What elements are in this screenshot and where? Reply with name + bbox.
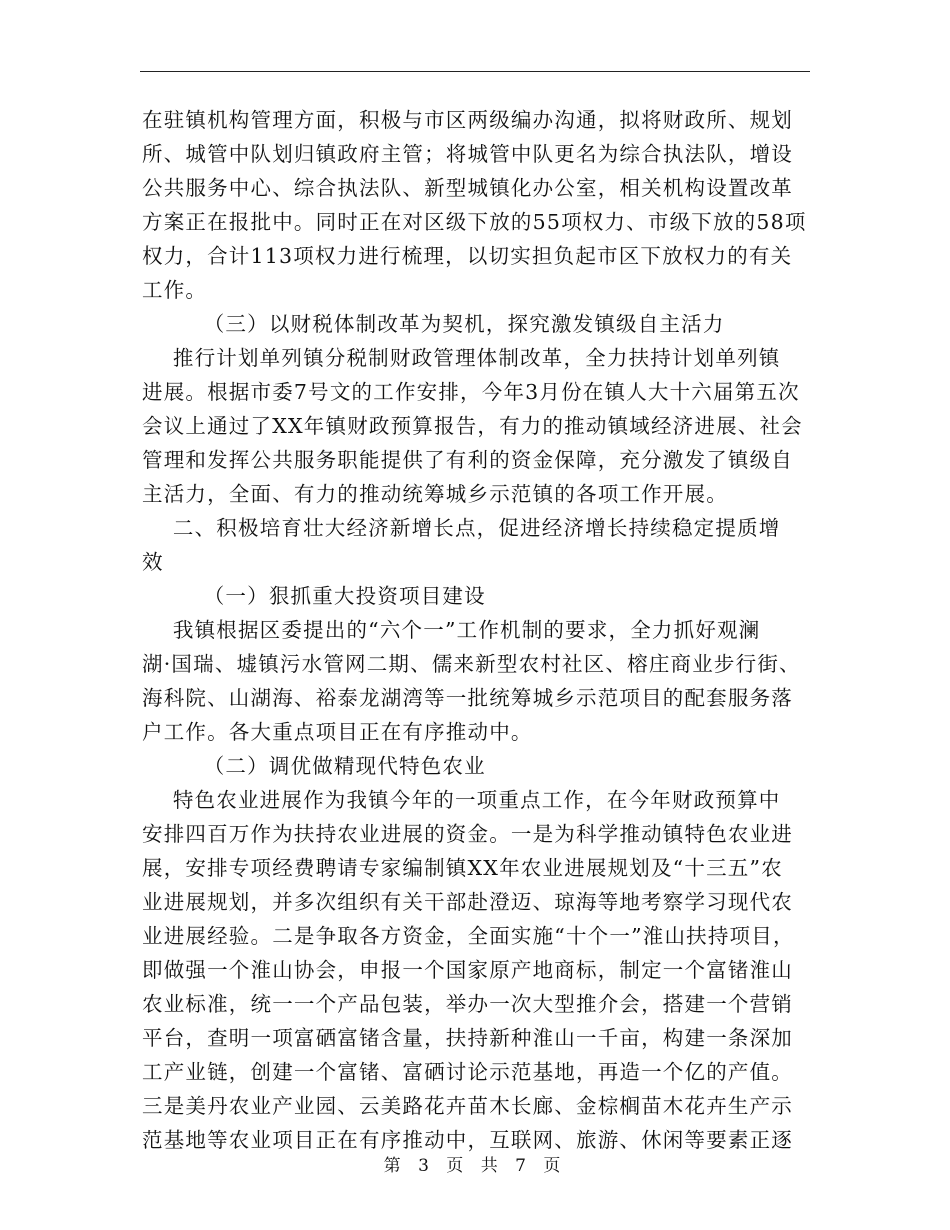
section-heading: （二）调优做精现代特色农业 [142, 754, 486, 778]
text-line: 公共服务中心、综合执法队、新型城镇化办公室，相关机构设置改革 [142, 176, 793, 200]
page-number-footer: 第 3 页 共 7 页 [383, 1156, 567, 1176]
text-line: 主活力，全面、有力的推动统筹城乡示范镇的各项工作开展。 [142, 482, 728, 506]
text-line: 特色农业进展作为我镇今年的一项重点工作，在今年财政预算中 [142, 788, 781, 812]
text-line: 我镇根据区委提出的“六个一”工作机制的要求，全力抓好观澜 [142, 618, 761, 642]
text-line: 湖·国瑞、墟镇污水管网二期、儒来新型农村社区、榕庄商业步行街、 [142, 652, 801, 676]
text-line: 在驻镇机构管理方面，积极与市区两级编办沟通，拟将财政所、规划 [142, 108, 793, 132]
text-line: 安排四百万作为扶持农业进展的资金。一是为科学推动镇特色农业进 [142, 822, 793, 846]
text-line: 即做强一个淮山协会，申报一个国家原产地商标，制定一个富锗淮山 [142, 958, 793, 982]
section-heading: （一）狠抓重大投资项目建设 [142, 584, 486, 608]
text-line: 海科院、山湖海、裕泰龙湖湾等一批统筹城乡示范项目的配套服务落 [142, 686, 793, 710]
text-line: 方案正在报批中。同时正在对区级下放的55项权力、市级下放的58项 [142, 210, 807, 234]
text-line: 进展。根据市委7号文的工作安排，今年3月份在镇人大十六届第五次 [142, 380, 800, 404]
text-line: 农业标准，统一一个产品包装，举办一次大型推介会，搭建一个营销 [142, 992, 793, 1016]
text-line: 会议上通过了XX年镇财政预算报告，有力的推动镇域经济进展、社会 [142, 414, 803, 438]
text-line: 业进展规划，并多次组织有关干部赴澄迈、琼海等地考察学习现代农 [142, 890, 793, 914]
text-line: 推行计划单列镇分税制财政管理体制改革，全力扶持计划单列镇 [142, 346, 781, 370]
text-line: 三是美丹农业产业园、云美路花卉苗木长廊、金棕榈苗木花卉生产示 [142, 1094, 793, 1118]
text-line: 权力，合计113项权力进行梳理，以切实担负起市区下放权力的有关 [142, 244, 793, 268]
text-line: 工产业链，创建一个富锗、富硒讨论示范基地，再造一个亿的产值。 [142, 1060, 793, 1084]
section-heading: （三）以财税体制改革为契机，探究激发镇级自主活力 [142, 312, 725, 336]
text-line: 户工作。各大重点项目正在有序推动中。 [142, 720, 533, 744]
text-line: 工作。 [142, 278, 208, 302]
text-line: 平台，查明一项富硒富锗含量，扶持新种淮山一千亩，构建一条深加 [142, 1026, 793, 1050]
chapter-heading: 效 [142, 550, 164, 574]
text-line: 管理和发挥公共服务职能提供了有利的资金保障，充分激发了镇级自 [142, 448, 793, 472]
text-line: 范基地等农业项目正在有序推动中，互联网、旅游、休闲等要素正逐 [142, 1128, 793, 1152]
text-line: 所、城管中队划归镇政府主管；将城管中队更名为综合执法队，增设 [142, 142, 793, 166]
text-line: 业进展经验。二是争取各方资金，全面实施“十个一”淮山扶持项目， [142, 924, 795, 948]
header-rule [140, 71, 810, 72]
text-line: 展，安排专项经费聘请专家编制镇XX年农业进展规划及“十三五”农 [142, 856, 783, 880]
body-text [142, 103, 812, 1157]
chapter-heading: 二、积极培育壮大经济新增长点，促进经济增长持续稳定提质增 [142, 516, 781, 540]
